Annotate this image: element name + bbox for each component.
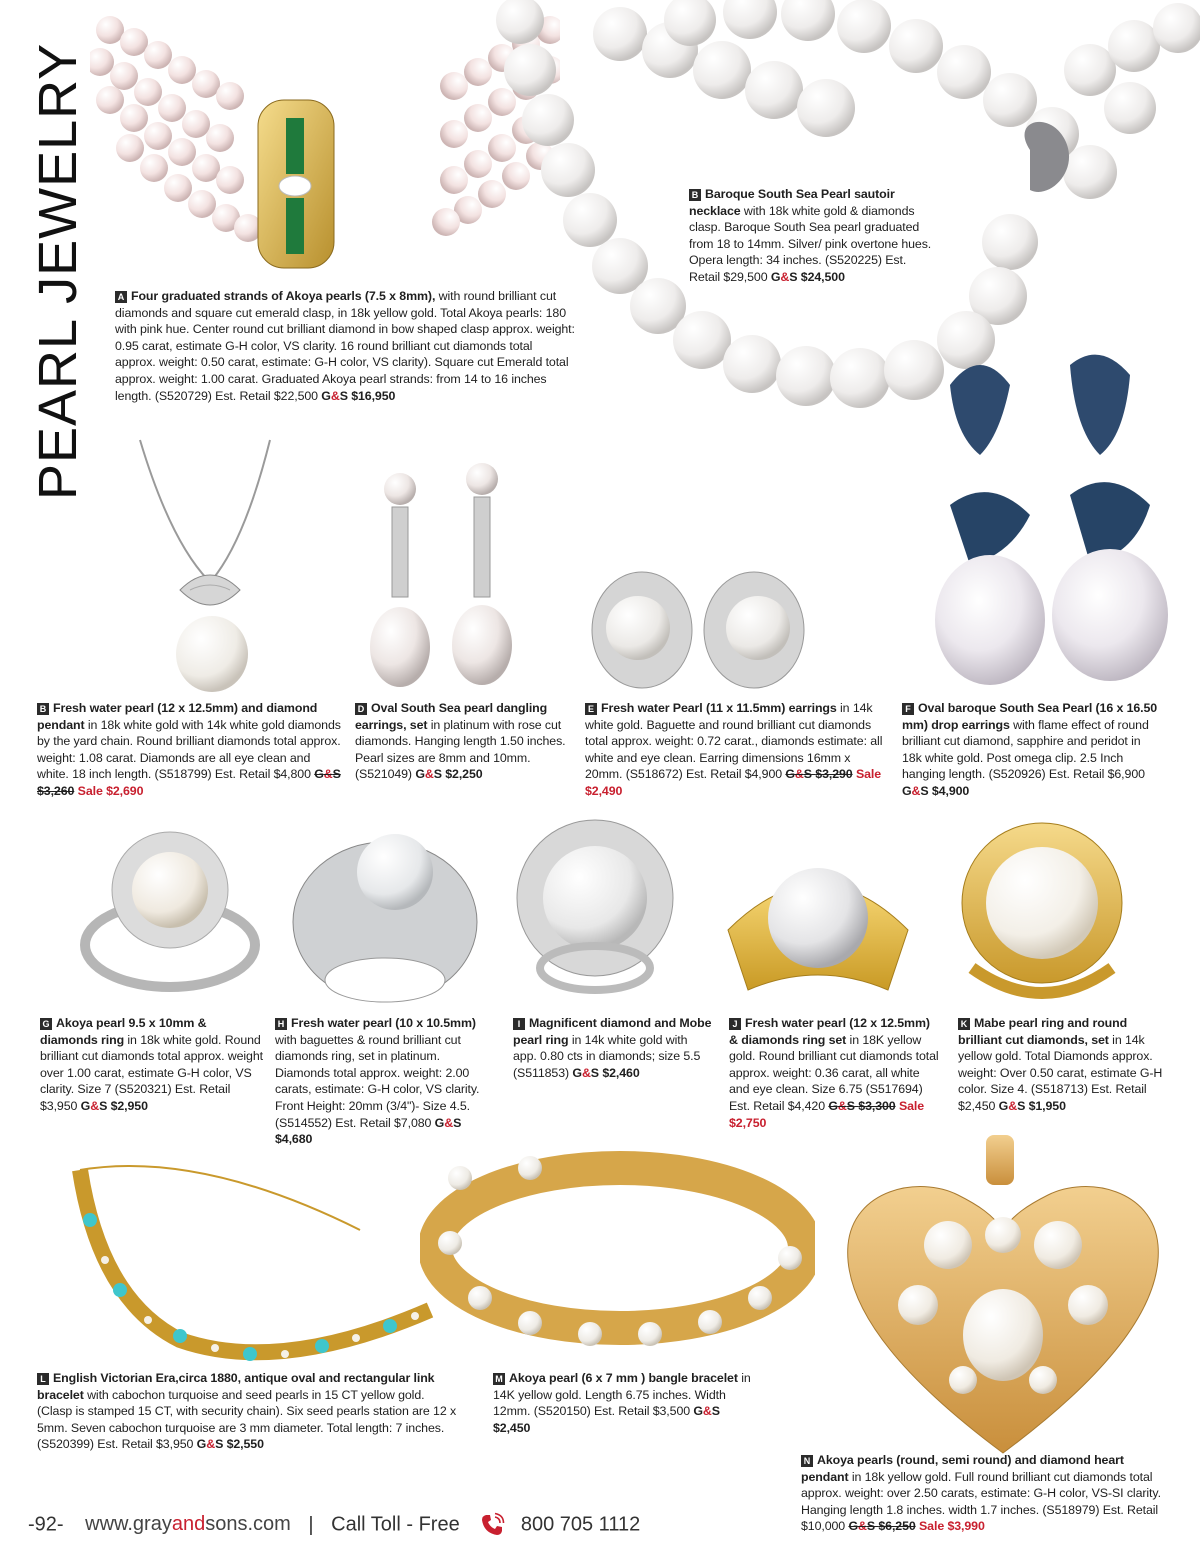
gs-price: $4,900 (931, 783, 970, 798)
item-e-description (585, 700, 885, 800)
item-title: Akoya pearl 9.5 x 10mm & diamonds ring (40, 1016, 207, 1047)
victorian-bracelet-photo (60, 1160, 450, 1375)
ring-i-photo (500, 818, 690, 998)
item-f-description (902, 700, 1160, 800)
gs-price: $2,550 (226, 1437, 264, 1452)
gs-price-label: G&S (434, 1115, 462, 1130)
item-title: English Victorian Era,circa 1880, antique oval and rectangular link bracelet (37, 1371, 435, 1402)
item-n-description (801, 1452, 1161, 1535)
ring-h-photo (275, 812, 485, 1012)
item-d-description (355, 700, 570, 783)
page-footer (28, 1512, 708, 1542)
ring-k-photo (942, 818, 1142, 1008)
item-title: Magnificent diamond and Mobe pearl ring (513, 1016, 712, 1047)
item-body: in 18k white gold. Round brilliant cut diamonds total approx. weight over 1.00 carat, estimate G-H color, VS clarity. Size 7 (S520321) Est. Retail $3,950 (40, 1032, 263, 1113)
item-h-description (275, 1015, 495, 1148)
gs-price: $2,250 (445, 767, 483, 782)
gs-price-label: G&S (770, 269, 798, 284)
heart-pendant-photo (838, 1135, 1168, 1455)
ring-g-photo (60, 825, 260, 1000)
gs-price-label: G&S (321, 388, 348, 403)
gs-price-label: G&S (196, 1437, 224, 1452)
phone-number[interactable]: 800 705 1112 (520, 1513, 641, 1536)
baroque-drop-earrings-photo (930, 345, 1190, 695)
item-b1-description (689, 186, 939, 286)
item-title: Mabe pearl ring and round brilliant cut diamonds, set (958, 1016, 1128, 1047)
gs-price: $2,460 (602, 1065, 640, 1080)
item-letter-badge: E (585, 703, 597, 715)
gs-price: $16,950 (351, 388, 396, 403)
gs-price: $1,950 (1028, 1098, 1066, 1113)
item-letter-badge: F (902, 703, 914, 715)
item-letter-badge: L (37, 1373, 49, 1385)
item-letter-badge: J (729, 1018, 741, 1030)
sale-price: Sale $3,990 (919, 1519, 985, 1534)
gs-old-price: G&S $3,300 (828, 1098, 896, 1113)
gs-price: $24,500 (800, 269, 845, 284)
sale-price: Sale $2,750 (729, 1098, 925, 1130)
item-title: Oval South Sea pearl dangling earrings, set (355, 701, 548, 732)
item-g-description (40, 1015, 265, 1115)
item-body: in 18K yellow gold. Round brilliant cut diamonds total approx. weight: 0.36 carat, all white and eye clean. Size 6.75 (S517694) Est. Retail $4,420 (729, 1032, 939, 1113)
item-body: with cabochon turquoise and seed pearls in 15 CT yellow gold. (Clasp is stamped 15 CT, with security chain). Six seed pearls station are 12 x 5mm. Seven cabochon turquoise are 3 mm diameter. Total length: 7 inches. (S520399) Est. Retail $3,950 (37, 1387, 457, 1452)
item-letter-badge: D (355, 703, 367, 715)
item-body: with flame effect of round brilliant cut diamond, sapphire and peridot in 18k white gold. Post omega clip. 2.5 Inch hanging length. (S520926) Est. Retail $6,900 (902, 717, 1149, 782)
gs-price-label: G&S (902, 783, 929, 798)
item-body: in 14k yellow gold. Total Diamonds approx. weight: Over 0.50 carat, estimate G-H color. Size 4. (S518713) Est. Retail $2,450 (958, 1032, 1163, 1113)
gs-price-label: G&S (572, 1065, 599, 1080)
item-body: in 14k white gold. Baguette and round brilliant cut diamonds total approx. weight: 0.72 carat., diamonds estimate: all white and eye clean. Earring dimensions 16mm x 20mm. (S518672) Est. Retail $4,900 (585, 701, 883, 782)
item-title: Akoya pearls (round, semi round) and diamond heart pendant (801, 1453, 1124, 1484)
item-title: Baroque South Sea Pearl sautoir necklace (689, 187, 895, 218)
gs-price-label: G&S (415, 767, 442, 782)
gs-price-label: G&S (693, 1404, 720, 1419)
item-body: with baguettes & round brilliant cut diamonds ring, set in platinum. Diamonds total approx. weight: 2.00 carats, estimate: G-H color, VS clarity. Front Height: 20mm (3/4")- Size 4.5. (S514552) Est. Retail $7,080 (275, 1032, 480, 1130)
item-letter-badge: B (689, 189, 701, 201)
item-body: with 18k white gold & diamonds clasp. Baroque South Sea pearl graduated from 18 to 14mm. Silver/ pink overtone hues. Opera length: 34 inches. (S520225) Est. Retail $29,500 (689, 203, 932, 284)
gs-price: $2,950 (110, 1098, 148, 1113)
item-body: in 14k white gold with app. 0.80 cts in diamonds; size 5.5 (S511853) (513, 1032, 701, 1080)
item-title: Akoya pearl (6 x 7 mm ) bangle bracelet (509, 1371, 738, 1385)
item-title: Oval baroque South Sea Pearl (16 x 16.50 mm) drop earrings (902, 701, 1158, 732)
item-body: in 14K yellow gold. Length 6.75 inches. Width 12mm. (S520150) Est. Retail $3,500 (493, 1371, 751, 1419)
gs-price: $4,680 (275, 1132, 313, 1147)
item-letter-badge: N (801, 1455, 813, 1467)
akoya-bangle-photo (420, 1148, 815, 1363)
item-letter-badge: B (37, 703, 49, 715)
item-l-description (37, 1370, 462, 1453)
ring-j-photo (718, 840, 918, 1005)
item-title: Fresh water pearl (10 x 10.5mm) (291, 1016, 476, 1030)
item-j-description (729, 1015, 939, 1131)
footer-separator: | (308, 1513, 314, 1536)
item-b2-description (37, 700, 342, 800)
call-label: Call Toll - Free (331, 1513, 460, 1536)
gs-price: $2,450 (493, 1420, 531, 1435)
sale-price: Sale $2,690 (77, 783, 144, 798)
gs-price-label: G&S (998, 1098, 1026, 1113)
item-letter-badge: A (115, 291, 127, 303)
item-title: Fresh water pearl (12 x 12.5mm) & diamonds ring set (729, 1016, 930, 1047)
item-a-description (115, 288, 575, 404)
pearl-stud-earrings-photo (590, 568, 810, 693)
phone-icon (479, 1512, 505, 1538)
item-letter-badge: K (958, 1018, 970, 1030)
item-letter-badge: I (513, 1018, 525, 1030)
page-number: -92- (28, 1513, 64, 1536)
item-title: Fresh water Pearl (11 x 11.5mm) earrings (601, 701, 837, 715)
item-m-description (493, 1370, 758, 1436)
item-k-description (958, 1015, 1168, 1115)
sale-price: Sale $2,490 (585, 767, 882, 798)
diamond-bow-pendant-photo (120, 430, 300, 700)
section-title: PEARL JEWELRY (28, 42, 88, 500)
gs-old-price: G&S $6,250 (848, 1519, 916, 1534)
dangling-earrings-photo (360, 455, 530, 695)
item-body: in 18k white gold with 14k white gold diamonds by the yard chain. Round brilliant diamonds total approx. weight: 1.08 carat. Diamonds are all eye clean and white. 18 inch length. (S518799) Est. Retail $4,800 (37, 717, 341, 782)
item-title: Four graduated strands of Akoya pearls (7.5 x 8mm), (131, 289, 436, 303)
item-body: with round brilliant cut diamonds and square cut emerald clasp, in 18k yellow gold. Total Akoya pearls: 180 with pink hue. Center round cut brilliant diamond in bow shaped clasp approx. weight: 0.95 carat, estimate G-H color, VS clarity. 16 round brilliant cut diamonds total approx. weight: 0.50 carat, estimate: G-H color, VS clarity). Square cut Emerald total approx. weight: 1.00 carat. Graduated Akoya pearl strands: from 14 to 16 inches length. (S520729) Est. Retail $22,500 (115, 289, 575, 403)
item-body: in platinum with rose cut diamonds. Hanging length 1.50 inches. Pearl sizes are 8mm and 10mm. (S521049) (355, 717, 566, 782)
item-i-description (513, 1015, 713, 1081)
item-title: Fresh water pearl (12 x 12.5mm) and diamond pendant (37, 701, 318, 732)
item-body: in 18k yellow gold. Full round brilliant cut diamonds total approx. weight: over 2.50 carats, estimate: G-H color, VS-SI clarity. Hanging length 1.8 inches. width 1.7 inches. (S518979) Est. Retail $10,000 (801, 1469, 1161, 1534)
website-link[interactable]: www.grayandsons.com (85, 1513, 291, 1536)
gs-old-price: G&S $3,290 (785, 767, 853, 782)
gs-old-price: G&S $3,260 (37, 767, 341, 798)
item-letter-badge: M (493, 1373, 505, 1385)
item-letter-badge: G (40, 1018, 52, 1030)
gs-price-label: G&S (80, 1098, 108, 1113)
item-letter-badge: H (275, 1018, 287, 1030)
